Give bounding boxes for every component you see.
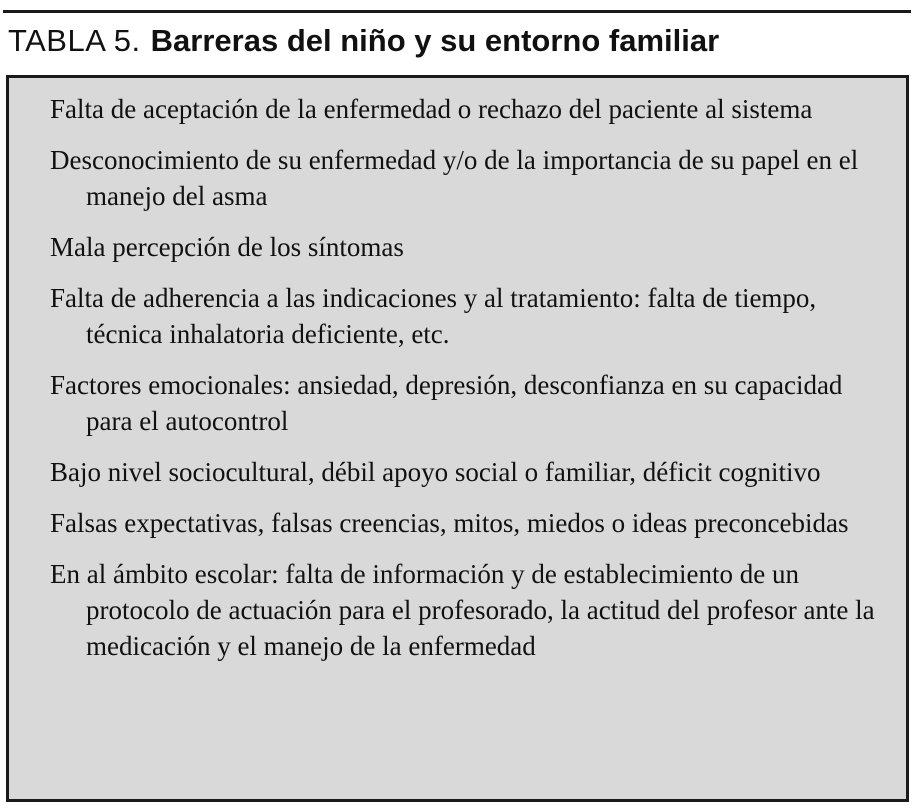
list-item: Falta de adherencia a las indicaciones y al tratamiento: falta de tiempo, técnica inhalatoria deficiente, etc.: [50, 283, 817, 349]
list-item: En al ámbito escolar: falta de información y de establecimiento de un protocolo de actuación para el profesorado, la actitud del profesor ante la medicación y el manejo de la enfermedad: [50, 559, 875, 661]
list-item: Bajo nivel sociocultural, débil apoyo social o familiar, déficit cognitivo: [50, 457, 821, 487]
table-box: [6, 75, 909, 802]
top-rule: [3, 10, 911, 13]
list-item: Falta de aceptación de la enfermedad o rechazo del paciente al sistema: [50, 94, 813, 124]
list-item: Falsas expectativas, falsas creencias, mitos, miedos o ideas preconcebidas: [50, 508, 849, 538]
list-item: Desconocimiento de su enfermedad y/o de la importancia de su papel en el manejo del asma: [50, 145, 859, 211]
table-title: Barreras del niño y su entorno familiar: [150, 23, 720, 58]
barrier-list: [9, 91, 906, 679]
table-heading: [8, 20, 908, 68]
list-item: Factores emocionales: ansiedad, depresión, desconfianza en su capacidad para el autocontrol: [50, 370, 843, 436]
table-label: TABLA 5.: [8, 23, 141, 58]
list-item: Mala percepción de los síntomas: [50, 232, 404, 262]
